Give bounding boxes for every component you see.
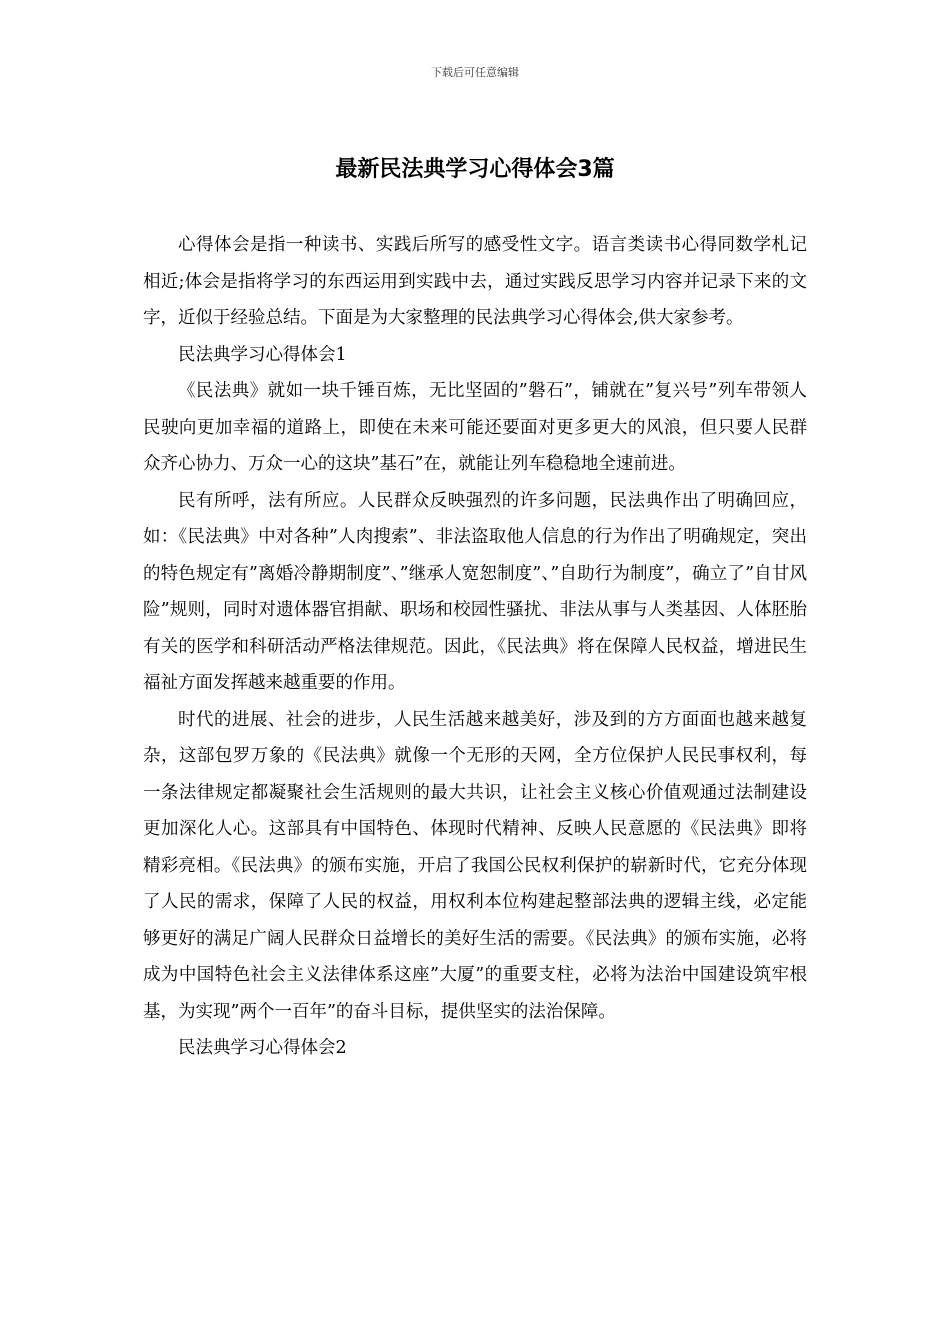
document-title: 最新民法典学习心得体会3篇 (335, 157, 615, 182)
section-heading-2: 民法典学习心得体会2 (178, 1038, 347, 1058)
body-paragraph: 民有所呼，法有所应。人民群众反映强烈的许多问题，民法典作出了明确回应，如：《民法典》中对各种”人肉搜索”、非法盗取他人信息的行为作出了明确规定，突出的特色规定有”离婚冷静期制度”、”继承人宽恕制度”、”自助行为制度”，确立了”自甘风险”规则，同时对遗体器官捐献、职场和校园性骚扰、非法从事与人类基因、人体胚胎有关的医学和科研活动严格法律规范。因此，《民法典》将在保障人民权益，增进民生福祉方面发挥越来越重要的作用。 (143, 490, 807, 693)
section-heading-1: 民法典学习心得体会1 (178, 344, 347, 365)
document-body (143, 227, 807, 1067)
header-note: 下载后可任意编辑 (431, 66, 519, 79)
intro-paragraph: 心得体会是指一种读书、实践后所写的感受性文字。语言类读书心得同数学札记相近;体会是指将学习的东西运用到实践中去，通过实践反思学习内容并记录下来的文字，近似于经验总结。下面是为大家整理的民法典学习心得体会,供大家参考。 (143, 235, 807, 328)
body-paragraph: 《民法典》就如一块千锤百炼，无比坚固的”磐石”，铺就在”复兴号”列车带领人民驶向更加幸福的道路上，即使在未来可能还要面对更多更大的风浪，但只要人民群众齐心协力、万众一心的这块”基石”在，就能让列车稳稳地全速前进。 (143, 381, 807, 474)
body-paragraph: 时代的进展、社会的进步，人民生活越来越美好，涉及到的方方面面也越来越复杂，这部包罗万象的《民法典》就像一个无形的天网，全方位保护人民民事权利，每一条法律规定都凝聚社会生活规则的最大共识，让社会主义核心价值观通过法制建设更加深化人心。这部具有中国特色、体现时代精神、反映人民意愿的《民法典》即将精彩亮相。《民法典》的颁布实施，开启了我国公民权利保护的崭新时代，它充分体现了人民的需求，保障了人民的权益，用权利本位构建起整部法典的逻辑主线，必定能够更好的满足广阔人民群众日益增长的美好生活的需要。《民法典》的颁布实施，必将成为中国特色社会主义法律体系这座”大厦”的重要支柱，必将为法治中国建设筑牢根基，为实现”两个一百年”的奋斗目标，提供坚实的法治保障。 (143, 709, 807, 1022)
